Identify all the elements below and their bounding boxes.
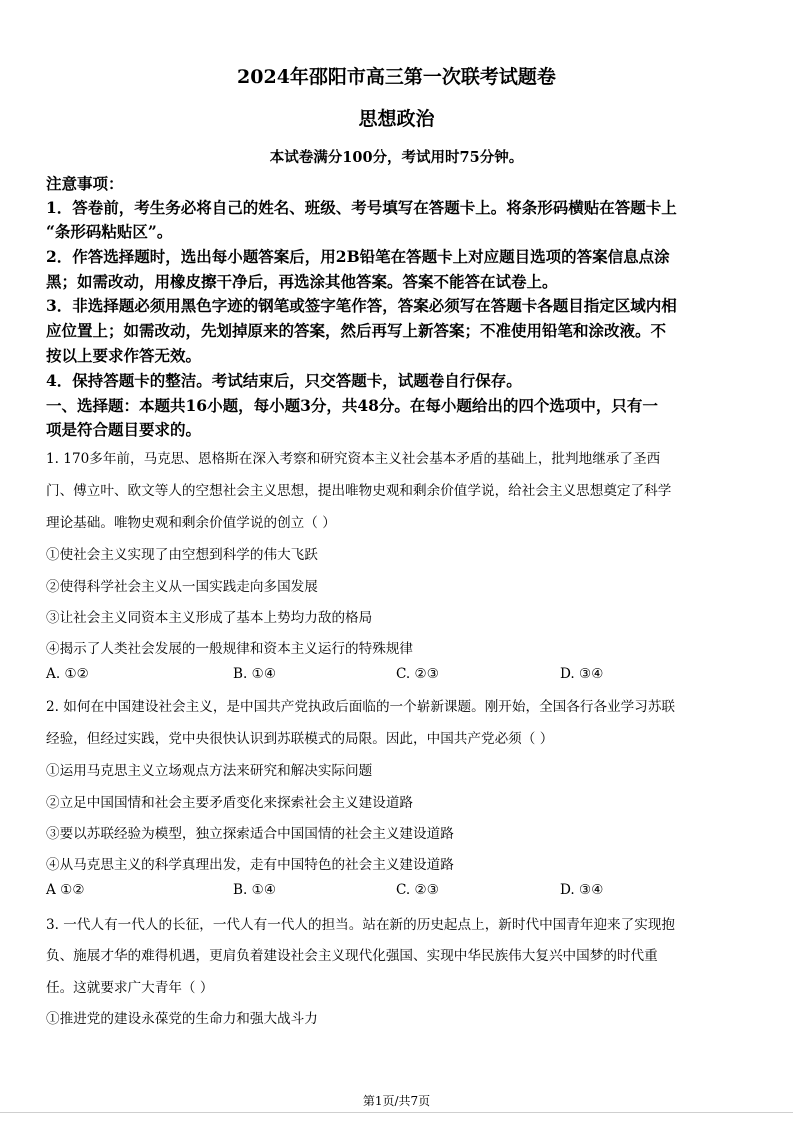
section-heading-line: 项是符合题目要求的。 [46,420,202,439]
question-2-stem: 经验，但经过实践，党中央很快认识到苏联模式的局限。因此，中国共产党必须（ ） [46,731,554,747]
question-1-item: ②使得科学社会主义从一国实践走向多国发展 [46,579,318,595]
notice-line: 3．非选择题必须用黑色字迹的钢笔或签字笔作答，答案必须写在答题卡各题目指定区域内相 [46,296,677,315]
subject-title: 思想政治 [358,108,435,130]
question-2-option-b: B. ①④ [233,882,277,898]
notice-line: “条形码粘贴区”。 [46,222,173,241]
exam-info: 本试卷满分100分，考试用时75分钟。 [269,149,524,166]
question-1-stem: 1. 170多年前，马克思、恩格斯在深入考察和研究资本主义社会基本矛盾的基础上，批判地继承了圣西 [46,451,661,467]
question-1-option-c: C. ②③ [396,666,439,682]
question-1-item: ③让社会主义同资本主义形成了基本上势均力敌的格局 [46,610,373,626]
question-2-item: ④从马克思主义的科学真理出发，走有中国特色的社会主义建设道路 [46,857,454,873]
question-2-option-d: D. ③④ [560,882,604,898]
question-2-item: ③要以苏联经验为模型，独立探索适合中国国情的社会主义建设道路 [46,826,454,842]
footer-divider [0,1112,793,1113]
question-1-item: ④揭示了人类社会发展的一般规律和资本主义运行的特殊规律 [46,641,414,657]
question-1-option-a: A. ①② [46,666,89,682]
exam-title: 2024年邵阳市高三第一次联考试题卷 [237,66,556,88]
notice-line: 黑；如需改动，用橡皮擦干净后，再选涂其他答案。答案不能答在试卷上。 [46,272,558,291]
page-number: 第1页/共7页 [362,1094,431,1108]
question-1-item: ①使社会主义实现了由空想到科学的伟大飞跃 [46,547,318,563]
notice-line: 应位置上；如需改动，先划掉原来的答案，然后再写上新答案；不准使用铅笔和涂改液。不 [46,321,667,340]
question-3-stem: 任。这就要求广大青年（ ） [46,980,214,996]
question-1-stem: 理论基础。唯物史观和剩余价值学说的创立（ ） [46,515,336,531]
notice-line: 2．作答选择题时，选出每小题答案后，用2B铅笔在答题卡上对应题目选项的答案信息点涂 [46,247,670,266]
question-2-option-c: C. ②③ [396,882,439,898]
question-3-item: ①推进党的建设永葆党的生命力和强大战斗力 [46,1011,318,1027]
question-2-item: ①运用马克思主义立场观点方法来研究和解决实际问题 [46,763,373,779]
section-heading-line: 一、选择题：本题共16小题，每小题3分，共48分。在每小题给出的四个选项中，只有一 [46,396,658,415]
notice-heading: 注意事项： [46,174,124,193]
question-3-stem: 负、施展才华的难得机遇，更肩负着建设社会主义现代化强国、实现中华民族伟大复兴中国梦的时代重 [46,948,658,964]
question-1-option-b: B. ①④ [233,666,277,682]
question-2-item: ②立足中国国情和社会主要矛盾变化来探索社会主义建设道路 [46,795,414,811]
question-2-stem: 2. 如何在中国建设社会主义，是中国共产党执政后面临的一个崭新课题。刚开始，全国各行各业学习苏联 [46,699,676,715]
notice-line: 1．答卷前，考生务必将自己的姓名、班级、考号填写在答题卡上。将条形码横贴在答题卡上 [46,198,677,217]
question-1-option-d: D. ③④ [560,666,604,682]
notice-line: 4．保持答题卡的整洁。考试结束后，只交答题卡，试题卷自行保存。 [46,371,522,390]
notice-line: 按以上要求作答无效。 [46,346,202,365]
question-3-stem: 3. 一代人有一代人的长征，一代人有一代人的担当。站在新的历史起点上，新时代中国青年迎来了实现抱 [46,917,676,933]
question-1-stem: 门、傅立叶、欧文等人的空想社会主义思想，提出唯物史观和剩余价值学说，给社会主义思想奠定了科学 [46,483,672,499]
question-2-option-a: A ①② [46,882,85,898]
